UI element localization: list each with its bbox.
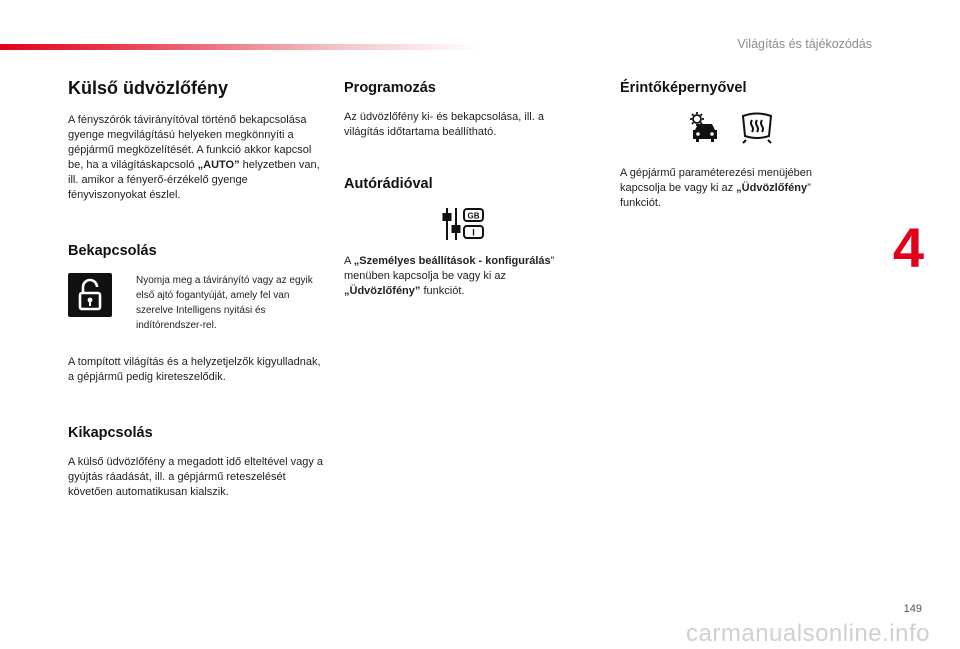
column-welcome-light bbox=[68, 70, 326, 500]
rear-defrost-icon bbox=[739, 110, 775, 144]
header-accent-bar bbox=[0, 44, 480, 50]
car-radio-text: A „Személyes beállítások - konfigurálás” menüben kapcsolja be vagy ki az „Üdvözlőfény” funkciót. bbox=[344, 255, 555, 297]
unlock-icon bbox=[68, 273, 112, 317]
settings-sliders-icon bbox=[442, 206, 486, 242]
switch-on-result: A tompított világítás és a helyzetjelzők kigyulladnak, a gépjármű pedig kireteszelődik. bbox=[68, 356, 321, 383]
car-settings-icon bbox=[687, 110, 723, 144]
switch-on-bullet-text: Nyomja meg a távirányító vagy az egyik első ajtó fogantyúját, amely fel van szerelve Intelligens nyitási és indítórendszer-rel. bbox=[136, 275, 313, 331]
column-touchscreen bbox=[620, 70, 842, 211]
car-radio-heading: Autórádióval bbox=[344, 176, 433, 192]
switch-on-instruction bbox=[68, 273, 326, 333]
page-number: 149 bbox=[903, 603, 922, 615]
switch-on-heading: Bekapcsolás bbox=[68, 243, 157, 259]
touchscreen-heading: Érintőképernyővel bbox=[620, 80, 747, 96]
switch-off-text: A külső üdvözlőfény a megadott idő elteltével vagy a gyújtás ráadását, ill. a gépjármű reteszelését követően automatikusan kialszik. bbox=[68, 456, 323, 498]
chapter-number: 4 bbox=[892, 216, 924, 279]
intro-paragraph: A fényszórók távirányítóval történő bekapcsolása gyenge megvilágítású helyeken megkönnyíti a gépjármű megközelítését. A funkció akkor kapcsol be, ha a világításkapcsoló „AUTO” helyzetben van, ill. amikor a fényerő-érzékelő gyenge fényviszonyokat észlel. bbox=[68, 114, 320, 201]
column-programming bbox=[344, 70, 584, 299]
programming-text: Az üdvözlőfény ki- és bekapcsolása, ill. a világítás időtartama beállítható. bbox=[344, 111, 544, 138]
section-title: Világítás és tájékozódás bbox=[737, 37, 872, 51]
gb-label: GB bbox=[467, 211, 480, 221]
programming-heading: Programozás bbox=[344, 80, 436, 96]
page-title: Külső üdvözlőfény bbox=[68, 78, 229, 98]
touchscreen-text: A gépjármű paraméterezési menüjében kapcsolja be vagy ki az „Üdvözlőfény” funkciót. bbox=[620, 167, 813, 209]
watermark: carmanualsonline.info bbox=[686, 620, 930, 647]
switch-off-heading: Kikapcsolás bbox=[68, 425, 153, 441]
i-label: I bbox=[472, 227, 475, 238]
